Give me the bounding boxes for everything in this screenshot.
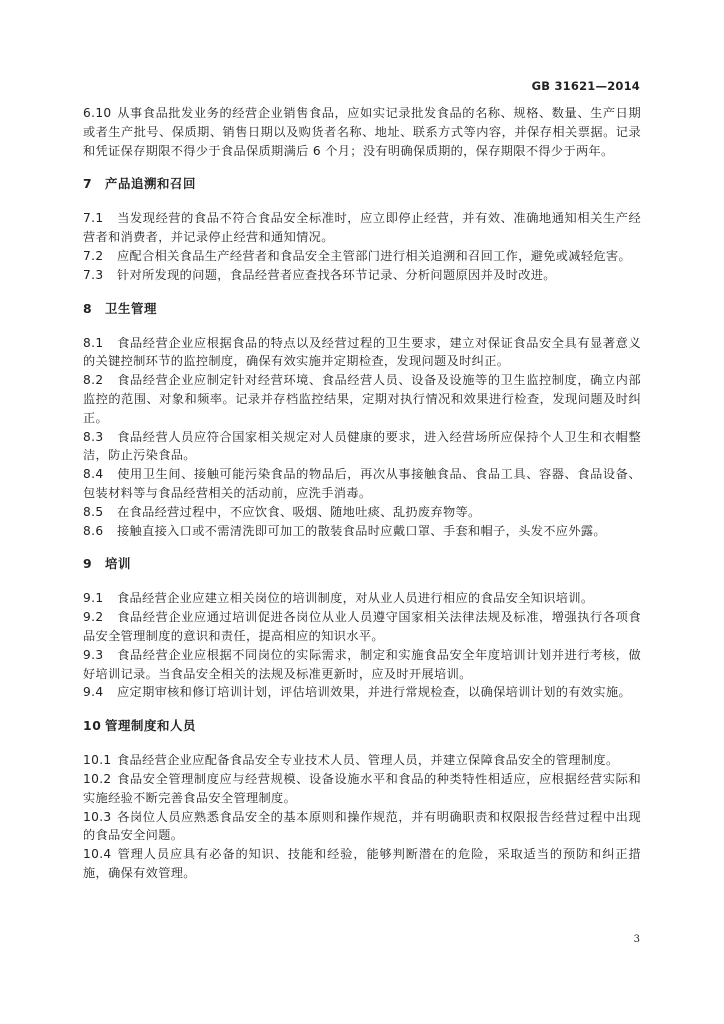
clause-text: 食品经营企业应制定针对经营环境、食品经营人员、设备及设施等的卫生监控制度，确立内部监控的范围、对象和频率。记录并存档监控结果，定期对执行情况和效果进行检查，发现问题及时纠正。 [83, 373, 641, 425]
clause-number: 8.2 [83, 373, 104, 388]
clause-text: 应配合相关食品生产经营者和食品安全主管部门进行相关追溯和召回工作，避免或减轻危害。 [117, 248, 632, 263]
clause-text: 当发现经营的食品不符合食品安全标准时，应立即停止经营，并有效、准确地通知相关生产经营者和消费者，并记录停止经营和通知情况。 [83, 211, 641, 245]
page-number: 3 [633, 934, 640, 945]
section-title: 卫生管理 [105, 300, 157, 316]
clause-paragraph [83, 428, 641, 466]
clause-number: 8.1 [83, 335, 104, 350]
clause-text: 针对所发现的问题，食品经营者应查找各环节记录、分析问题原因并及时改进。 [117, 267, 556, 282]
clause-text: 从事食品批发业务的经营企业销售食品，应如实记录批发食品的名称、规格、数量、生产日期或者生产批号、保质期、销售日期以及购货者名称、地址、联系方式等内容，并保存相关票据。记录和凭证保存期限不得少于食品保质期满后 6 个月；没有明确保质期的，保存期限不得少于两年。 [83, 106, 641, 158]
clause-number: 10.4 [83, 847, 112, 862]
clause-number: 9.2 [83, 610, 104, 625]
section-heading [83, 175, 641, 193]
clause-text: 使用卫生间、接触可能污染食品的物品后，再次从事接触食品、食品工具、容器、食品设备、包装材料等与食品经营相关的活动前，应洗手消毒。 [83, 467, 641, 500]
clause-number: 9.1 [83, 591, 104, 606]
section-title: 产品追溯和召回 [105, 176, 196, 192]
clause-number: 9.4 [83, 685, 104, 700]
clause-paragraph [83, 646, 641, 684]
clause-number: 7.3 [83, 267, 104, 282]
clause-number: 7.1 [83, 211, 104, 226]
clause-paragraph [83, 503, 641, 522]
clause-paragraph [83, 683, 641, 702]
clause-text: 食品经营企业应根据不同岗位的实际需求，制定和实施食品安全年度培训计划并进行考核，做好培训记录。当食品安全相关的法规及标准更新时，应及时开展培训。 [83, 647, 641, 681]
section-heading [83, 717, 641, 735]
clause-number: 8.3 [83, 429, 104, 444]
clause-text: 接触直接入口或不需清洗即可加工的散装食品时应戴口罩、手套和帽子，头发不应外露。 [117, 523, 606, 538]
clause-paragraph [83, 608, 641, 646]
clause-text: 在食品经营过程中，不应饮食、吸烟、随地吐痰、乱扔废弃物等。 [117, 504, 481, 519]
clause-paragraph [83, 334, 641, 372]
clause-text: 管理人员应具有必备的知识、技能和经验，能够判断潜在的危险，采取适当的预防和纠正措施，确保有效管理。 [83, 847, 641, 880]
clause-text: 食品安全管理制度应与经营规模、设备设施水平和食品的种类特性相适应，应根据经营实际和实施经验不断完善食品安全管理制度。 [83, 771, 641, 805]
clause-text: 食品经营人员应符合国家相关规定对人员健康的要求，进入经营场所应保持个人卫生和衣帽整洁，防止污染食品。 [83, 429, 641, 463]
section-number: 10 [83, 718, 102, 734]
clause-number: 10.3 [83, 809, 112, 824]
clause-number: 8.5 [83, 504, 104, 519]
clause-text: 应定期审核和修订培训计划，评估培训效果，并进行常规检查，以确保培训计划的有效实施。 [117, 685, 632, 700]
clause-paragraph [83, 522, 641, 541]
section-title: 培训 [105, 556, 131, 572]
clause-text: 食品经营企业应配备食品安全专业技术人员、管理人员，并建立保障食品安全的管理制度。 [117, 753, 619, 768]
clause-paragraph [83, 465, 641, 503]
section-title: 管理制度和人员 [105, 718, 196, 734]
clause-paragraph [83, 589, 641, 608]
clause-text: 各岗位人员应熟悉食品安全的基本原则和操作规范，并有明确职责和权限报告经营过程中出现的食品安全问题。 [83, 809, 641, 843]
standard-code: GB 31621—2014 [531, 79, 640, 93]
clause-paragraph [83, 104, 641, 160]
clause-number: 8.6 [83, 523, 104, 538]
section-number: 9 [83, 556, 93, 572]
clause-text: 食品经营企业应通过培训促进各岗位从业人员遵守国家相关法律法规及标准，增强执行各项食品安全管理制度的意识和责任，提高相应的知识水平。 [83, 610, 641, 643]
clause-text: 食品经营企业应根据食品的特点以及经营过程的卫生要求，建立对保证食品安全具有显著意义的关键控制环节的监控制度，确保有效实施并定期检查，发现问题及时纠正。 [83, 335, 641, 369]
clause-number: 8.4 [83, 467, 104, 482]
clause-text: 食品经营企业应建立相关岗位的培训制度，对从业人员进行相应的食品安全知识培训。 [117, 591, 594, 606]
clause-paragraph [83, 266, 641, 285]
document-body [83, 104, 641, 883]
clause-number: 9.3 [83, 647, 104, 662]
clause-paragraph [83, 247, 641, 266]
clause-paragraph [83, 808, 641, 846]
section-number: 7 [83, 176, 93, 192]
clause-paragraph [83, 371, 641, 427]
clause-number: 7.2 [83, 248, 104, 263]
clause-number: 10.1 [83, 753, 112, 768]
clause-paragraph [83, 209, 641, 247]
clause-paragraph [83, 770, 641, 808]
clause-number: 10.2 [83, 771, 112, 786]
clause-number: 6.10 [83, 106, 112, 120]
section-heading [83, 300, 641, 318]
section-heading [83, 555, 641, 573]
clause-paragraph [83, 845, 641, 883]
section-number: 8 [83, 300, 93, 316]
clause-paragraph [83, 751, 641, 770]
